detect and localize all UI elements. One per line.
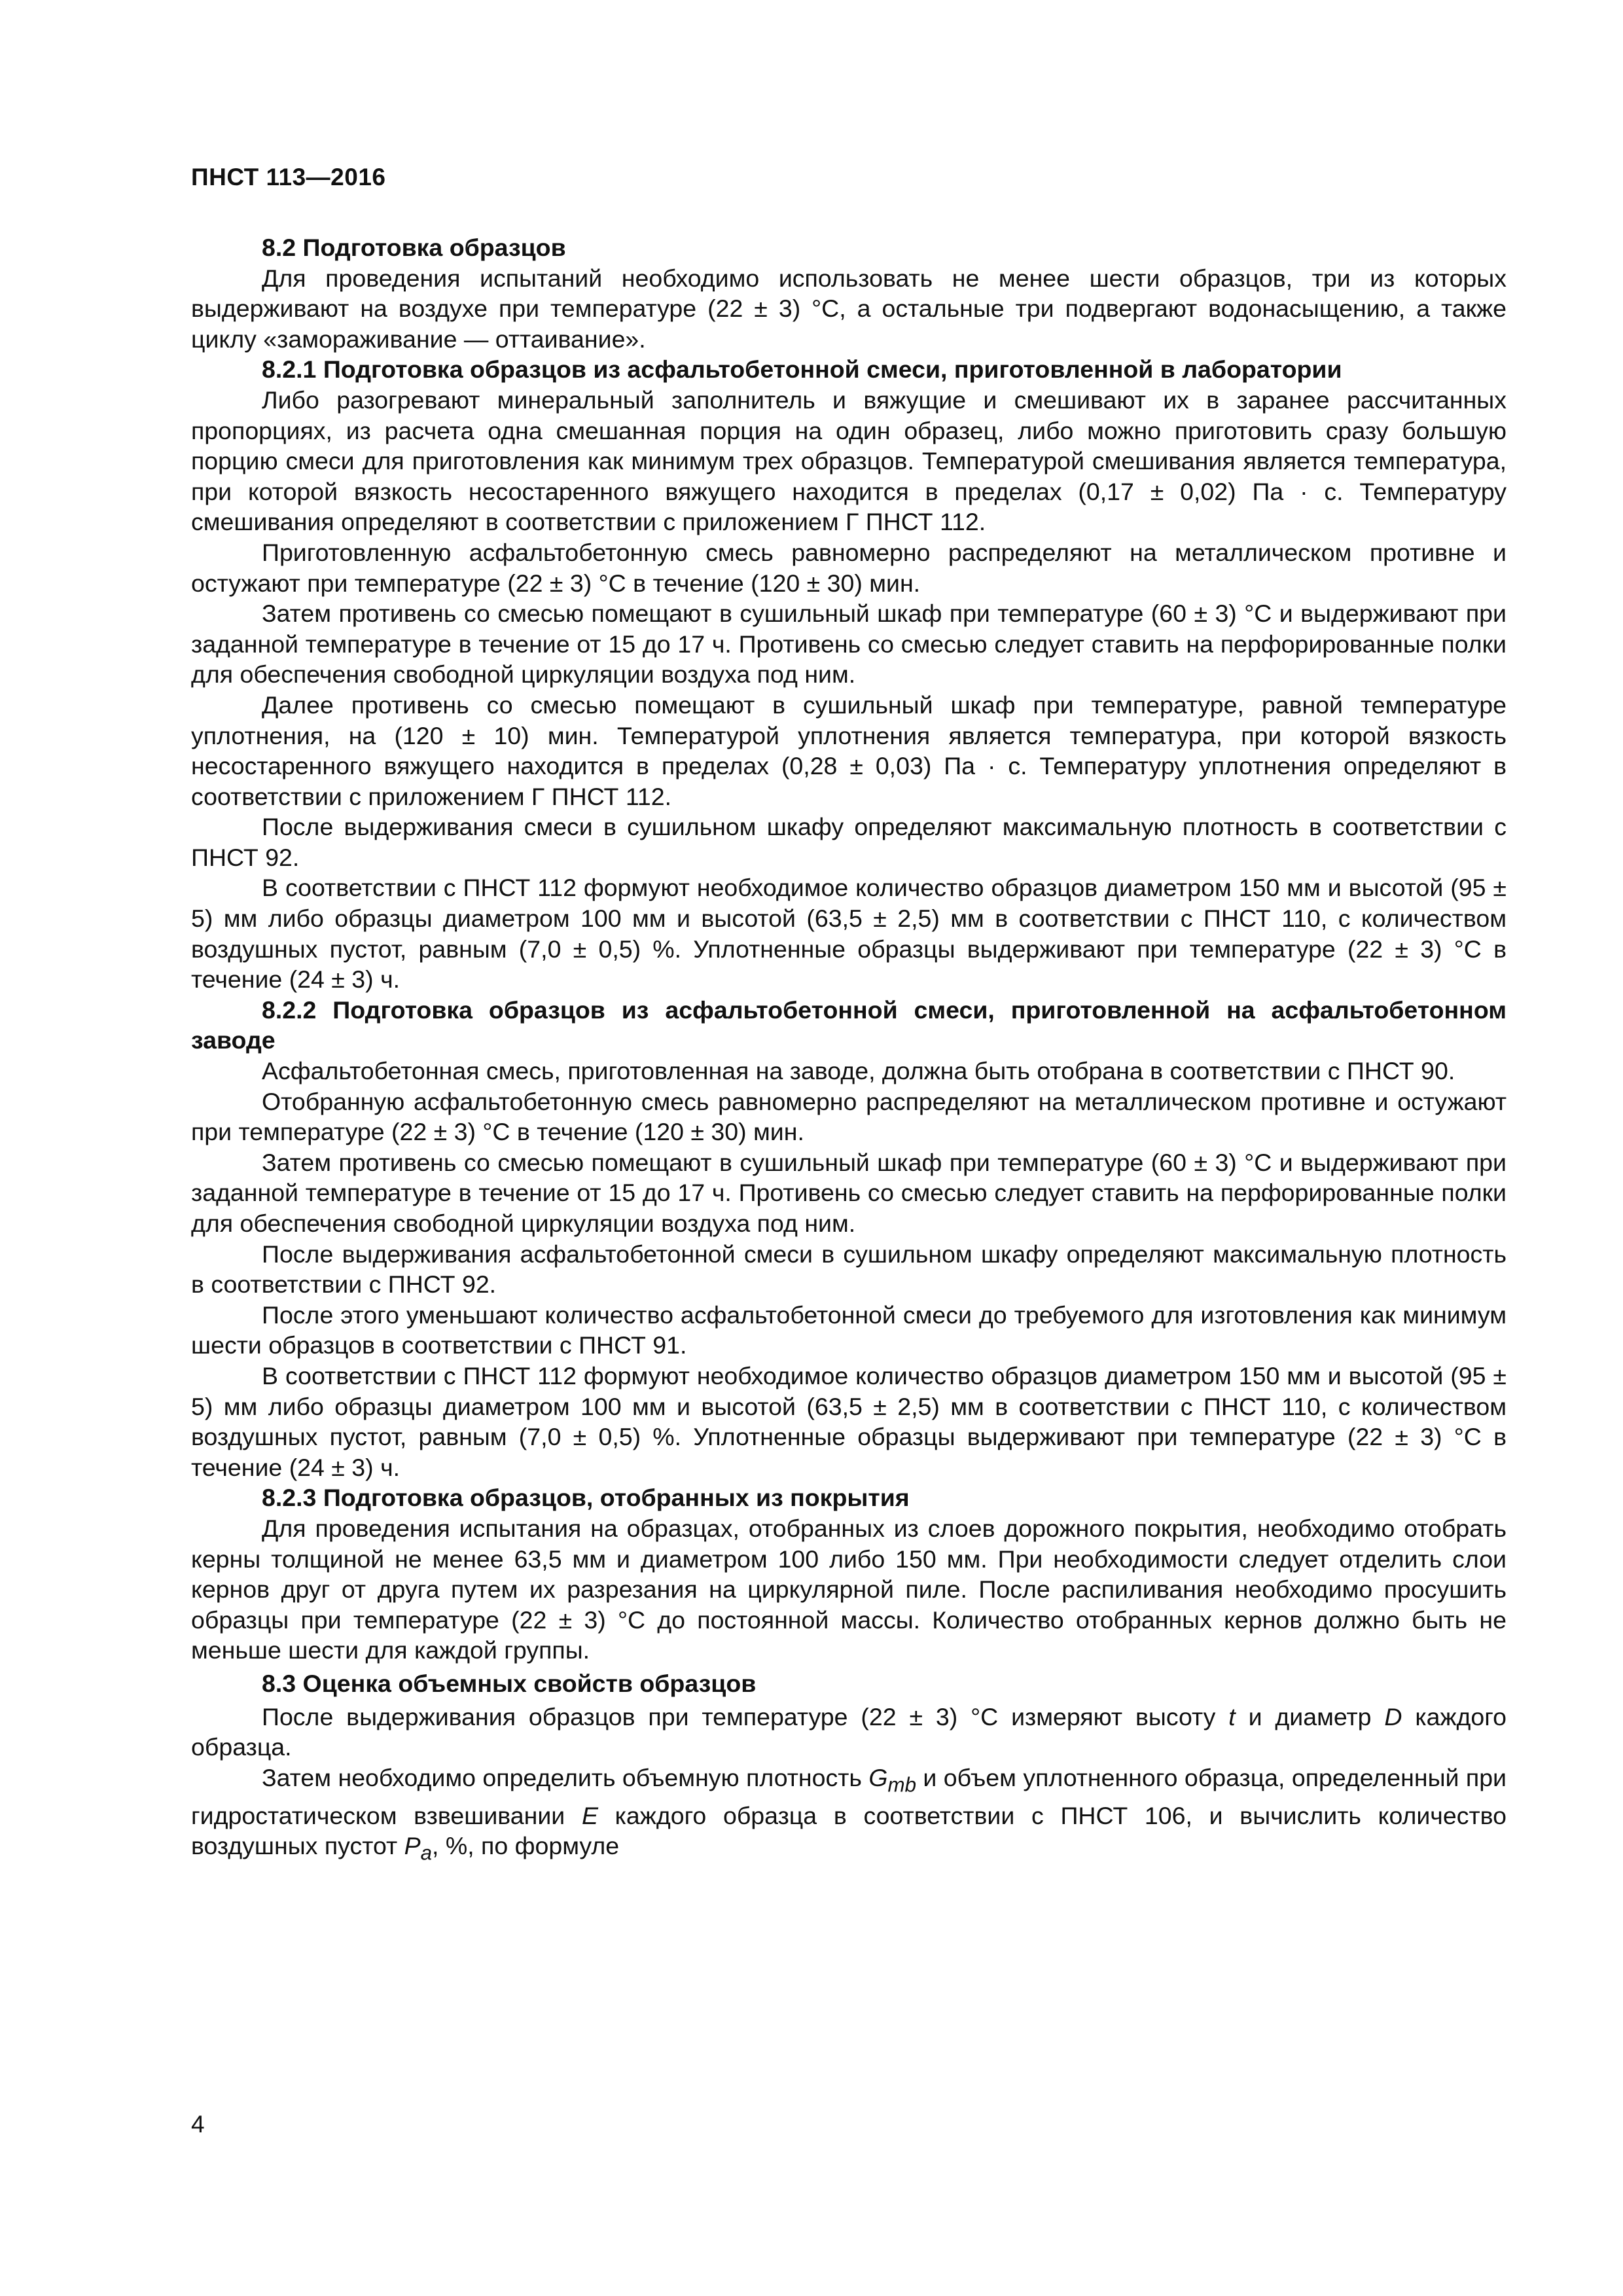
- text-run: каждого образца.: [191, 1702, 1507, 1761]
- symbol-g: G: [868, 1763, 888, 1791]
- paragraph: Отобранную асфальтобетонную смесь равномерно распределяют на металлическом противне и остужают при температуре (22 ± 3) °C в течение (120 ± 30) мин.: [191, 1087, 1507, 1146]
- symbol-d: D: [1384, 1702, 1402, 1731]
- paragraph: Либо разогревают минеральный заполнитель и вяжущие и смешивают их в заранее рассчитанных пропорциях, из расчета одна смешанная порция на один образец, либо можно приготовить сразу большую порцию смеси для приготовления как минимум трех образцов. Температурой смешивания является температура, при которой вязкость несостаренного вяжущего находится в пределах (0,17 ± 0,02) Па · с. Температуру смешивания определяют в соответствии с приложением Г ПНСТ 112.: [191, 386, 1507, 536]
- document-code-header: ПНСТ 113—2016: [191, 164, 386, 190]
- paragraph: В соответствии с ПНСТ 112 формуют необходимое количество образцов диаметром 150 мм и высотой (95 ± 5) мм либо образцы диаметром 100 мм и высотой (63,5 ± 2,5) мм в соответствии с ПНСТ 110, с количеством воздушных пустот, равным (7,0 ± 0,5) %. Уплотненные образцы выдерживают при температуре (22 ± 3) °C в течение (24 ± 3) ч.: [191, 874, 1507, 994]
- text-run: , %, по формуле: [432, 1832, 620, 1860]
- symbol-p: P: [404, 1832, 421, 1860]
- symbol-p-subscript: a: [420, 1841, 433, 1865]
- paragraph: Для проведения испытания на образцах, отобранных из слоев дорожного покрытия, необходимо отобрать керны толщиной не менее 63,5 мм и диаметром 100 либо 150 мм. При необходимости следует отделить слои кернов друг от друга путем их разрезания на циркулярной пиле. После распиливания необходимо просушить образцы при температуре (22 ± 3) °C до постоянной массы. Количество отобранных кернов должно быть не меньше шести для каждой группы.: [191, 1514, 1507, 1664]
- section-8-3-heading: 8.3 Оценка объемных свойств образцов: [262, 1669, 757, 1697]
- text-run: и объем уплотненного образца, определенный при гидростатическом взвешивании: [191, 1763, 1507, 1829]
- paragraph: Асфальтобетонная смесь, приготовленная на заводе, должна быть отобрана в соответствии с ПНСТ 90.: [262, 1057, 1455, 1085]
- page-number: 4: [191, 2111, 205, 2138]
- paragraph: После этого уменьшают количество асфальтобетонной смеси до требуемого для изготовления как минимум шести образцов в соответствии с ПНСТ 91.: [191, 1300, 1507, 1359]
- paragraph: [191, 1702, 1507, 1763]
- text-run: и диаметр: [1235, 1702, 1385, 1731]
- section-8-2-2-heading: 8.2.2 Подготовка образцов из асфальтобетонной смеси, приготовленной на асфальтобетонном заводе: [191, 996, 1507, 1054]
- section-8-2-3-heading: 8.2.3 Подготовка образцов, отобранных из покрытия: [262, 1484, 910, 1512]
- paragraph: Затем противень со смесью помещают в сушильный шкаф при температуре (60 ± 3) °C и выдерживают при заданной температуре в течение от 15 до 17 ч. Противень со смесью следует ставить на перфорированные полки для обеспечения свободной циркуляции воздуха под ним.: [191, 1148, 1507, 1237]
- symbol-e: E: [581, 1801, 598, 1829]
- paragraph: Приготовленную асфальтобетонную смесь равномерно распределяют на металлическом противне и остужают при температуре (22 ± 3) °C в течение (120 ± 30) мин.: [191, 538, 1507, 597]
- document-body: [191, 232, 1507, 1869]
- text-run: каждого образца в соответствии с ПНСТ 106, и вычислить количество воздушных пустот: [191, 1801, 1507, 1860]
- symbol-t: t: [1228, 1702, 1236, 1731]
- document-page: [191, 0, 1507, 2296]
- paragraph: После выдерживания асфальтобетонной смеси в сушильном шкафу определяют максимальную плотность в соответствии с ПНСТ 92.: [191, 1240, 1507, 1299]
- paragraph: Далее противень со смесью помещают в сушильный шкаф при температуре, равной температуре уплотнения, на (120 ± 10) мин. Температурой уплотнения является температура, при которой вязкость несостаренного вяжущего находится в пределах (0,28 ± 0,03) Па · с. Температуру уплотнения определяют в соответствии с приложением Г ПНСТ 112.: [191, 691, 1507, 810]
- text-run: После выдерживания образцов при температуре (22 ± 3) °C измеряют высоту: [262, 1702, 1229, 1731]
- paragraph: Затем противень со смесью помещают в сушильный шкаф при температуре (60 ± 3) °C и выдерживают при заданной температуре в течение от 15 до 17 ч. Противень со смесью следует ставить на перфорированные полки для обеспечения свободной циркуляции воздуха под ним.: [191, 600, 1507, 689]
- paragraph: Для проведения испытаний необходимо использовать не менее шести образцов, три из которых выдерживают на воздухе при температуре (22 ± 3) °C, а остальные три подвергают водонасыщению, а также циклу «замораживание — оттаивание».: [191, 264, 1507, 353]
- text-run: Затем необходимо определить объемную плотность: [262, 1763, 869, 1791]
- section-8-2-1-heading: 8.2.1 Подготовка образцов из асфальтобетонной смеси, приготовленной в лаборатории: [262, 355, 1342, 384]
- paragraph: После выдерживания смеси в сушильном шкафу определяют максимальную плотность в соответствии с ПНСТ 92.: [191, 813, 1507, 871]
- symbol-g-subscript: mb: [887, 1773, 916, 1797]
- paragraph: В соответствии с ПНСТ 112 формуют необходимое количество образцов диаметром 150 мм и высотой (95 ± 5) мм либо образцы диаметром 100 мм и высотой (63,5 ± 2,5) мм в соответствии с ПНСТ 110, с количеством воздушных пустот, равным (7,0 ± 0,5) %. Уплотненные образцы выдерживают при температуре (22 ± 3) °C в течение (24 ± 3) ч.: [191, 1361, 1507, 1481]
- section-8-2-heading: 8.2 Подготовка образцов: [262, 234, 566, 261]
- paragraph: [191, 1763, 1507, 1869]
